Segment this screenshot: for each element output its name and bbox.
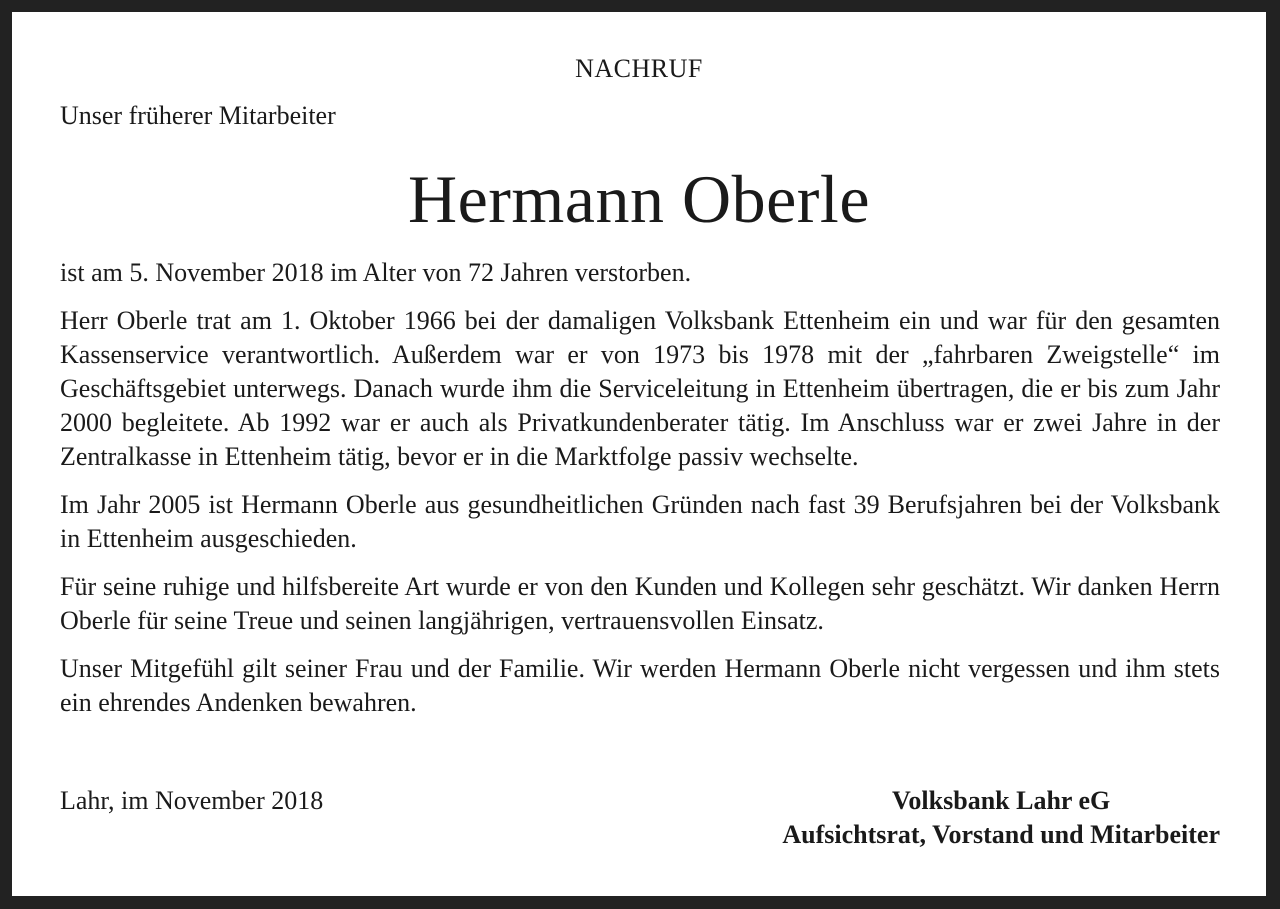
sender-organization: Volksbank Lahr eG [892, 786, 1111, 815]
deceased-name: Hermann Oberle [407, 161, 870, 237]
notice-heading: NACHRUF [575, 54, 703, 83]
paragraph-death-date: ist am 5. November 2018 im Alter von 72 Jahren verstorben. [60, 258, 692, 287]
obituary-notice [12, 12, 1266, 896]
paragraph-retirement: Im Jahr 2005 ist Hermann Oberle aus gesundheitlichen Gründen nach fast 39 Berufsjahren bei der Volksbank in Ettenheim ausgeschieden. [60, 490, 1220, 553]
sender-groups: Aufsichtsrat, Vorstand und Mitarbeiter [782, 820, 1220, 849]
place-date: Lahr, im November 2018 [60, 786, 324, 815]
sender-block [782, 784, 1220, 852]
paragraph-career: Herr Oberle trat am 1. Oktober 1966 bei der damaligen Volksbank Ettenheim ein und war für den gesamten Kassenservice verantwortlich. Außerdem war er von 1973 bis 1978 mit der „fahrbaren Zweigstelle“ im Geschäftsgebiet unterwegs. Danach wurde ihm die Serviceleitung in Ettenheim übertragen, die er bis zum Jahr 2000 begleitete. Ab 1992 war er auch als Privatkundenberater tätig. Im Anschluss war er zwei Jahre in der Zentralkasse in Ettenheim tätig, bevor er in die Marktfolge passiv wechselte. [60, 306, 1220, 471]
intro-line: Unser früherer Mitarbeiter [60, 101, 336, 130]
paragraph-condolence: Unser Mitgefühl gilt seiner Frau und der Familie. Wir werden Hermann Oberle nicht vergessen und ihm stets ein ehrendes Andenken bewahren. [60, 654, 1220, 717]
obituary-body [60, 256, 1220, 734]
paragraph-appreciation: Für seine ruhige und hilfsbereite Art wurde er von den Kunden und Kollegen sehr geschätzt. Wir danken Herrn Oberle für seine Treue und seinen langjährigen, vertrauensvollen Einsatz. [60, 572, 1220, 635]
